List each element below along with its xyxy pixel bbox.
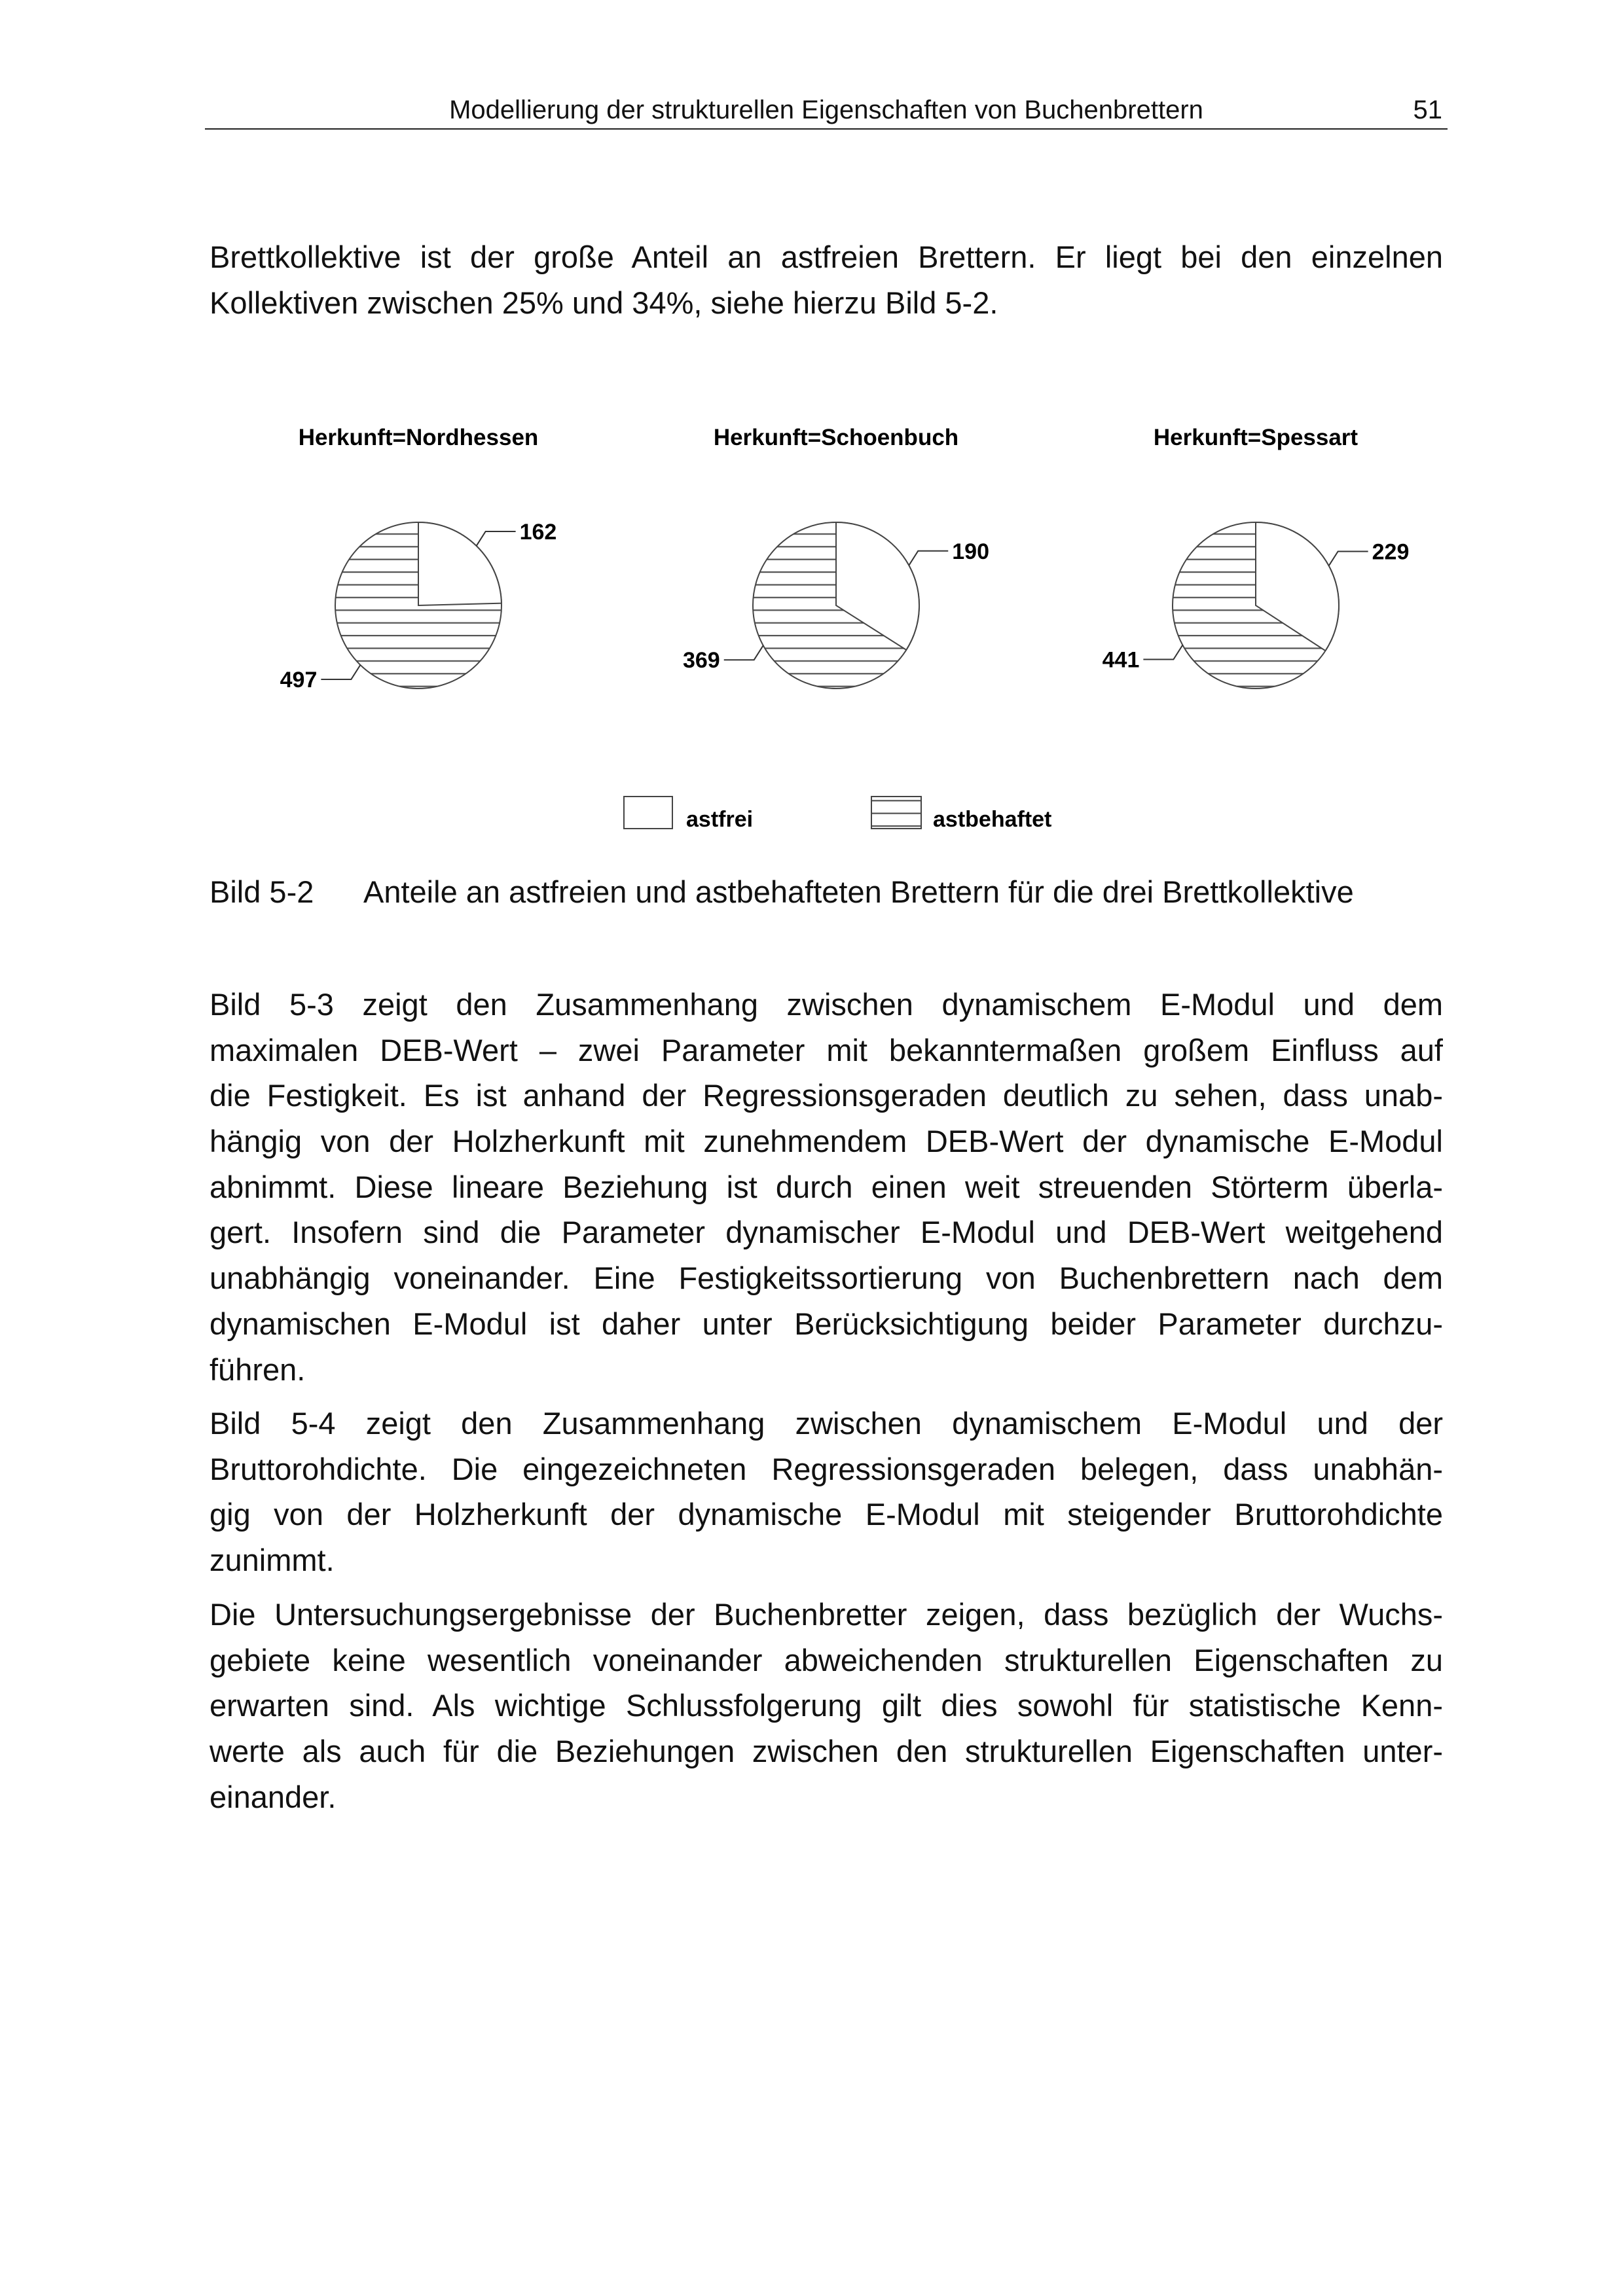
text-line: abnimmt. Diese lineare Beziehung ist durch einen weit streuenden Störterm überla- xyxy=(210,1169,1443,1204)
value-label-astfrei: 190 xyxy=(952,539,990,564)
leader-line xyxy=(724,645,763,660)
text-line: gebiete keine wesentlich voneinander abweichenden strukturellen Eigenschaften zu xyxy=(210,1642,1443,1677)
text-line: werte als auch für die Beziehungen zwischen den strukturellen Eigenschaften unter- xyxy=(210,1734,1443,1769)
text-line: dynamischen E-Modul ist daher unter Berücksichtigung beider Parameter durchzu- xyxy=(210,1306,1443,1341)
leader-line xyxy=(1329,551,1368,565)
legend-swatch-astfrei xyxy=(624,797,672,829)
value-label-astfrei: 229 xyxy=(1372,539,1410,565)
pie-title: Herkunft=Nordhessen xyxy=(298,425,539,450)
slice-astfrei xyxy=(418,522,501,605)
text-line: gig von der Holzherkunft der dynamische E-Modul mit steigender Bruttorohdichte xyxy=(210,1497,1443,1532)
leader-line xyxy=(1143,645,1182,660)
value-label-astbehaftet: 369 xyxy=(682,648,720,673)
text-line: Brettkollektive ist der große Anteil an astfreien Brettern. Er liegt bei den einzelnen xyxy=(210,240,1443,274)
paragraph-4 xyxy=(210,1592,1443,1820)
value-label-astbehaftet: 441 xyxy=(1102,647,1140,673)
caption-text: Anteile an astfreien und astbehafteten Brettern für die drei Brettkollektive xyxy=(363,874,1354,909)
pie-title: Herkunft=Spessart xyxy=(1153,425,1359,450)
text-line: maximalen DEB-Wert – zwei Parameter mit bekanntermaßen großem Einfluss auf xyxy=(210,1032,1443,1067)
text-line: zunimmt. xyxy=(210,1543,335,1578)
text-line: gert. Insofern sind die Parameter dynamischer E-Modul und DEB-Wert weitgehend xyxy=(210,1215,1443,1250)
figure-caption xyxy=(210,874,1354,910)
leader-line xyxy=(909,551,948,565)
text-line: Die Untersuchungsergebnisse der Buchenbretter zeigen, dass bezüglich der Wuchs- xyxy=(210,1597,1443,1632)
text-line: Bild 5-4 zeigt den Zusammenhang zwischen dynamischem E-Modul und der xyxy=(210,1406,1443,1441)
paragraph-3 xyxy=(210,1401,1443,1583)
text-line: hängig von der Holzherkunft mit zunehmendem DEB-Wert der dynamische E-Modul xyxy=(210,1124,1443,1159)
text-line: führen. xyxy=(210,1352,306,1387)
legend-swatch-astbehaftet xyxy=(871,797,921,829)
text-line: unabhängig voneinander. Eine Festigkeitssortierung von Buchenbrettern nach dem xyxy=(210,1261,1443,1296)
text-line: Bild 5-3 zeigt den Zusammenhang zwischen dynamischem E-Modul und dem xyxy=(210,987,1443,1022)
caption-number: Bild 5-2 xyxy=(210,874,314,909)
pie-charts-figure xyxy=(0,0,1623,864)
text-line: erwarten sind. Als wichtige Schlussfolgerung gilt dies sowohl für statistische Kenn- xyxy=(210,1688,1443,1723)
leader-line xyxy=(477,531,516,546)
value-label-astfrei: 162 xyxy=(519,520,557,545)
text-line: die Festigkeit. Es ist anhand der Regressionsgeraden deutlich zu sehen, dass unab- xyxy=(210,1078,1443,1113)
legend-label-astbehaftet: astbehaftet xyxy=(933,807,1052,832)
text-line: Bruttorohdichte. Die eingezeichneten Regressionsgeraden belegen, dass unabhän- xyxy=(210,1451,1443,1486)
page-number: 51 xyxy=(1413,96,1442,124)
paragraph-2 xyxy=(210,982,1443,1392)
legend-label-astfrei: astfrei xyxy=(686,807,754,832)
leader-line xyxy=(321,665,360,679)
value-label-astbehaftet: 497 xyxy=(280,667,318,692)
text-line: einander. xyxy=(210,1779,337,1814)
header-title: Modellierung der strukturellen Eigenschaften von Buchenbrettern xyxy=(449,96,1203,124)
pie-title: Herkunft=Schoenbuch xyxy=(713,425,959,450)
text-line: Kollektiven zwischen 25% und 34%, siehe hierzu Bild 5-2. xyxy=(210,285,998,320)
